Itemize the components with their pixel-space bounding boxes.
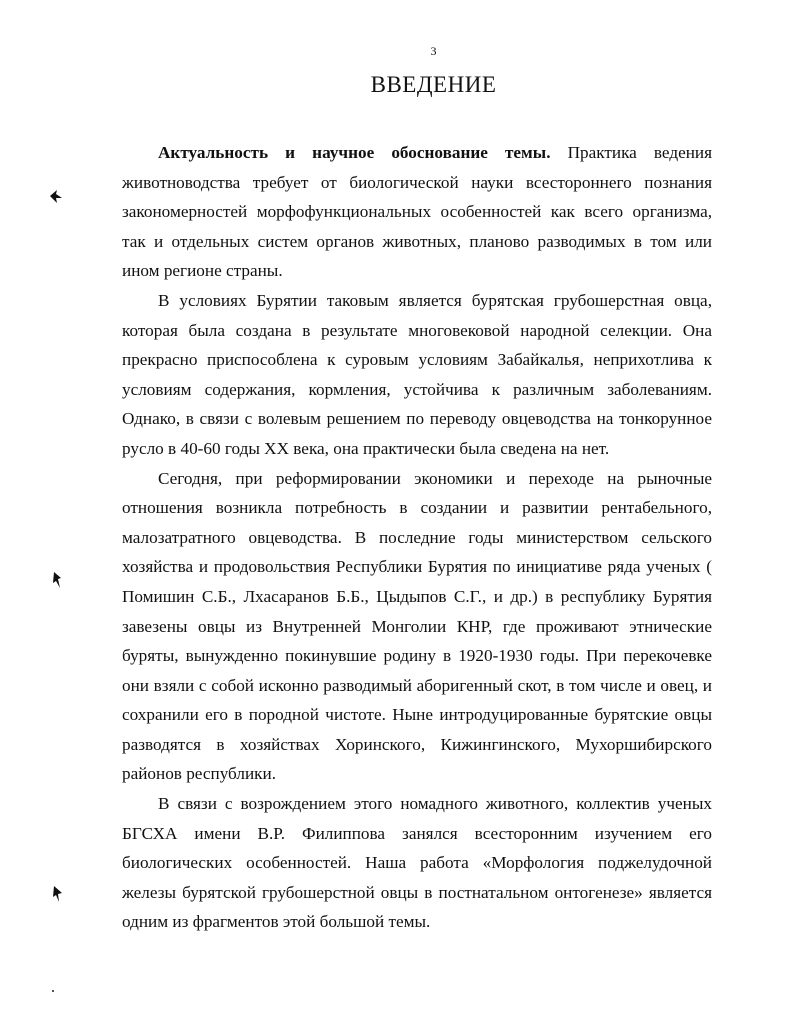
scan-speck — [52, 990, 54, 992]
paragraph-2: В условиях Бурятии таковым является бурятская грубошерстная овца, которая была создана в результате многовековой народной селекции. Она прекрасно приспособлена к суровым условиям Забайкалья, неприхотлива к условиям содержания, кормления, устойчива к различным заболеваниям. Однако, в связи с волевым решением по переводу овцеводства на тонкорунное русло в 40-60 годы XX века, она практически была сведена на нет. — [122, 290, 712, 458]
paragraph-text: Практика ведения животноводства требует от биологической науки всестороннего познания закономерностей морфофункциональных особенностей как всего организма, так и отдельных систем органов животных, планово разводимых в том или ином регионе страны. — [122, 143, 713, 281]
paragraph-3: Сегодня, при реформировании экономики и переходе на рыночные отношения возникла потребность в создании и развитии рентабельного, малозатратного овцеводства. В последние годы министерством сельского хозяйства и продовольствия Республики Бурятия по инициативе ряда ученых ( Помишин С.Б., Лхасаранов Б.Б., Цыдыпов С.Г., и др.) в республику Бурятия завезены овцы из Внутренней Монголии КНР, где проживают этнические буряты, вынужденно покинувшие родину в 1920-1930 годы. При перекочевке они взяли с собой исконно разводимый аборигенный скот, в том числе и овец, и сохранили его в породной чистоте. Ныне интродуцированные бурятские овцы разводятся в хозяйствах Хоринского, Кижингинского, Мухоршибирского районов республики. — [122, 468, 712, 784]
binding-mark-icon — [48, 186, 64, 206]
binding-mark-icon — [50, 570, 66, 590]
page-number: 3 — [430, 44, 437, 58]
paragraph-1 — [122, 138, 712, 286]
page-title: ВВЕДЕНИЕ — [370, 72, 497, 97]
body-text — [122, 138, 712, 937]
section-heading-inline: Актуальность и научное обоснование темы. — [158, 143, 551, 162]
paragraph-4: В связи с возрождением этого номадного животного, коллектив ученых БГСХА имени В.Р. Филиппова занялся всесторонним изучением его биологических особенностей. Наша работа «Морфология поджелудочной железы бурятской грубошерстной овцы в постнатальном онтогенезе» является одним из фрагментов этой большой темы. — [122, 794, 712, 932]
binding-mark-icon — [50, 884, 66, 904]
